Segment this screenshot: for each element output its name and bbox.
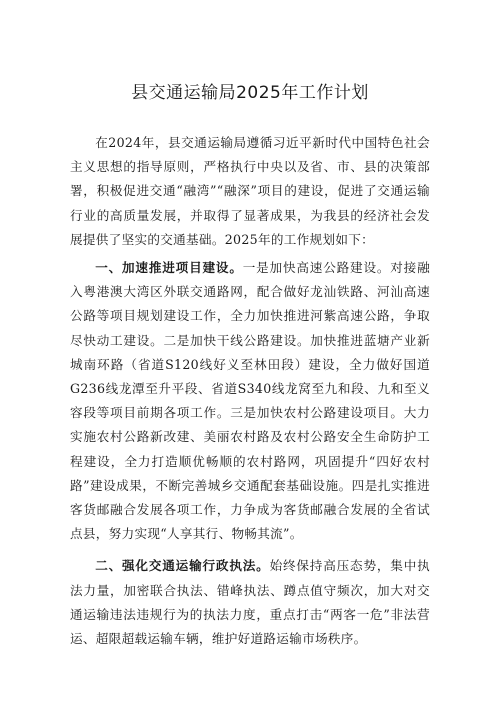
section-1-paragraph — [70, 256, 430, 546]
section-2-heading: 二、强化交通运输行政执法。 — [95, 558, 270, 574]
section-2-body: 始终保持高压态势，集中执法力量，加密联合执法、错峰执法、蹲点值守频次，加大对交通运输违法违规行为的执法力度，重点打击“两客一危”非法营运、超限超载运输车辆，维护好道路运输市场秩序。 — [70, 558, 430, 647]
section-2-paragraph — [70, 554, 430, 651]
document-title: 县交通运输局2025年工作计划 — [131, 83, 369, 103]
section-1-heading: 一、加速推进项目建设。 — [95, 260, 243, 276]
section-1-body: 一是加快高速公路建设。对接融入粤港澳大湾区外联交通路网，配合做好龙汕铁路、河汕高速公路等项目规划建设工作，全力加快推进河紫高速公路，争取尽快动工建设。二是加快干线公路建设。加快推进蓝塘产业新城南环路（省道S120线好义至林田段）建设，全力做好国道G236线龙潭至升平段、省道S340线龙窝至九和段、九和至义容段等项目前期各项工作。三是加快农村公路建设项目。大力实施农村公路新改建、美丽农村路及农村公路安全生命防护工程建设，全力打造顺优畅顺的农村路网，巩固提升“四好农村路”建设成果，不断完善城乡交通配套基础设施。四是扎实推进客货邮融合发展各项工作，力争成为客货邮融合发展的全省试点县，努力实现“人享其行、物畅其流”。 — [70, 260, 430, 542]
intro-paragraph: 在2024年，县交通运输局遵循习近平新时代中国特色社会主义思想的指导原则，严格执行中央以及省、市、县的决策部署，积极促进交通“融湾”“融深”项目的建设，促进了交通运输行业的高质量发展，并取得了显著成果，为我县的经济社会发展提供了坚实的交通基础。2025年的工作规划如下： — [70, 135, 430, 247]
